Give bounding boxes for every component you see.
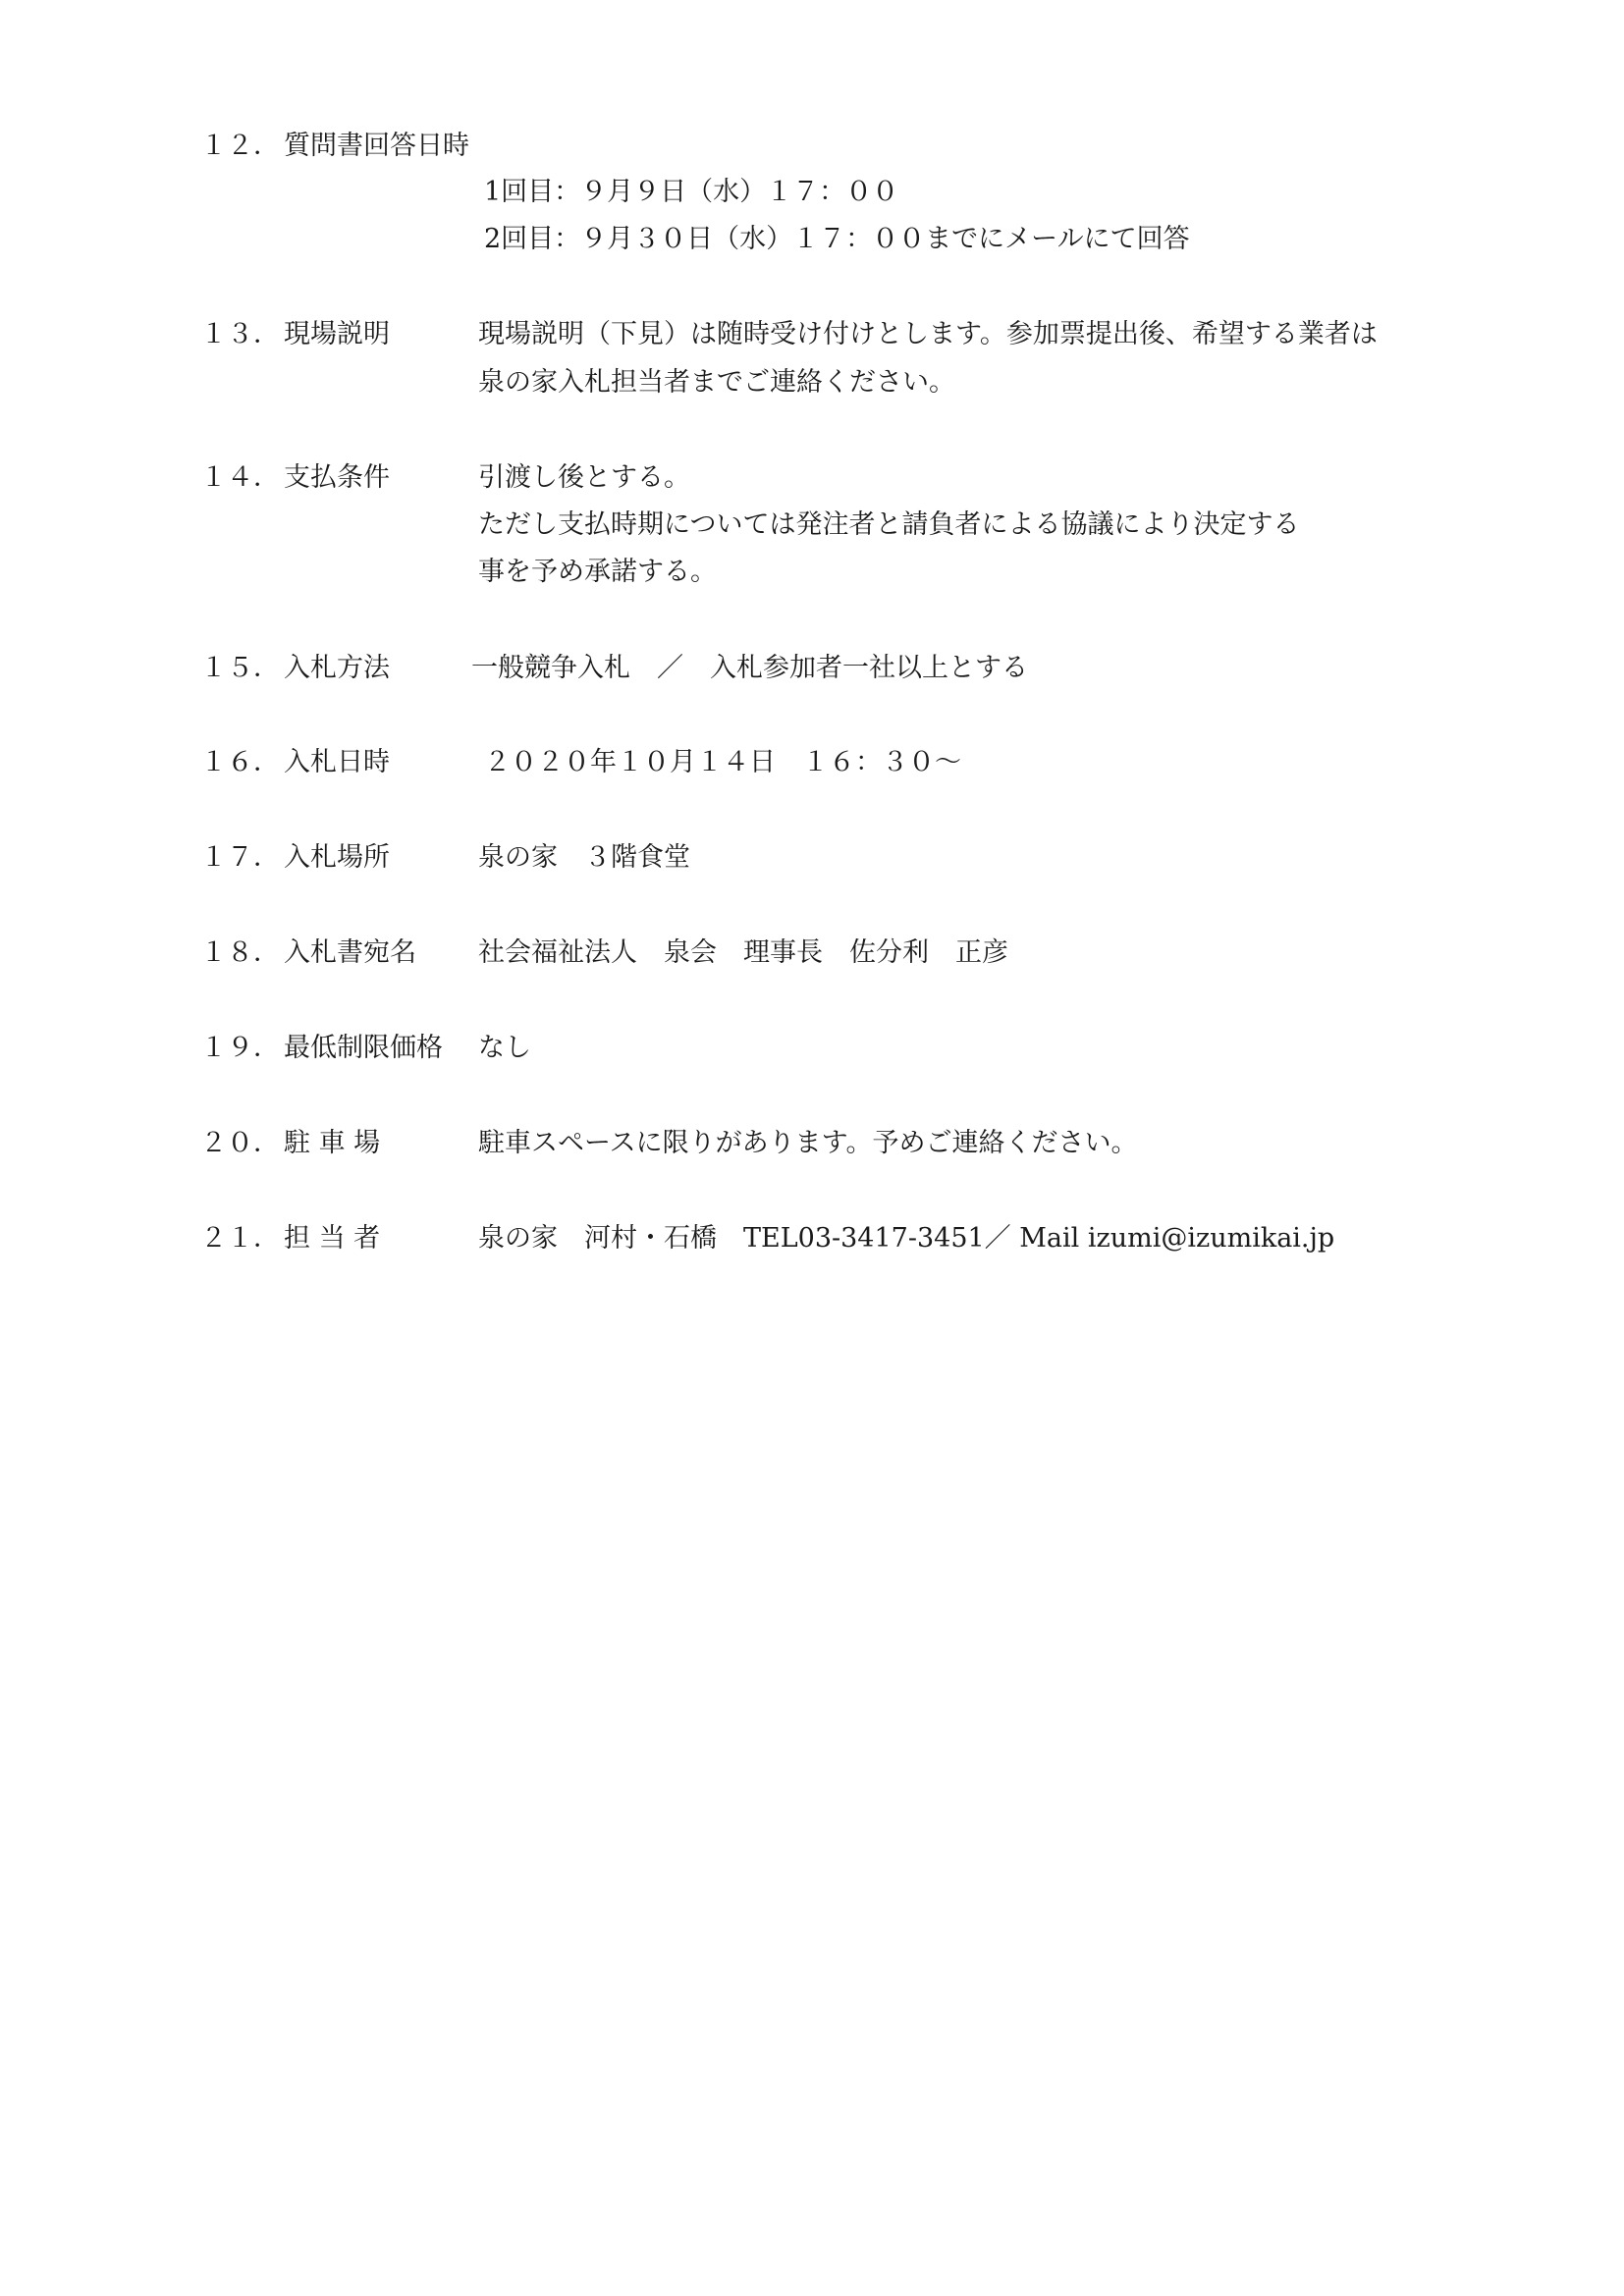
item-number: ２１． [200, 1223, 280, 1254]
item-label: 現場説明 [284, 319, 390, 349]
item-number: １３． [200, 319, 280, 349]
item-number: １５． [200, 653, 280, 683]
item-number: ２０． [200, 1128, 280, 1158]
item-value: 社会福祉法人 泉会 理事長 佐分利 正彦 [478, 937, 1008, 968]
item-value: 引渡し後とする。 [478, 462, 690, 493]
item-label: 担 当 者 [284, 1223, 381, 1254]
item-number: １４． [200, 462, 280, 493]
item-label: 入札書宛名 [284, 937, 416, 968]
item-value: ２０２０年１０月１４日 １６：３０～ [484, 747, 961, 777]
item-value: なし [478, 1033, 531, 1063]
item-value: 1回目：９月９日（水）１７：００ [484, 177, 899, 207]
item-number: １９． [200, 1033, 280, 1063]
item-number: １２． [200, 131, 280, 161]
item-label: 入札場所 [284, 842, 390, 873]
item-label: 駐 車 場 [284, 1128, 381, 1158]
item-value: 泉の家 ３階食堂 [478, 842, 690, 873]
item-value: 事を予め承諾する。 [478, 557, 717, 587]
item-value: ただし支払時期については発注者と請負者による協議により決定する [478, 509, 1300, 540]
item-value: 一般競争入札 ／ 入札参加者一社以上とする [471, 653, 1028, 683]
item-label: 最低制限価格 [284, 1033, 443, 1063]
item-value: 駐車スペースに限りがあります。予めご連絡ください。 [478, 1128, 1138, 1158]
item-value: 泉の家入札担当者までご連絡ください。 [478, 367, 955, 398]
item-label: 質問書回答日時 [284, 131, 469, 161]
contact-value: 泉の家 河村・石橋 TEL03-3417-3451／ Mail izumi@izumikai.jp [478, 1223, 1335, 1254]
item-number: １８． [200, 937, 280, 968]
item-label: 入札方法 [284, 653, 390, 683]
item-number: １６． [200, 747, 280, 777]
item-value: 現場説明（下見）は随時受け付けとします。参加票提出後、希望する業者は [478, 319, 1378, 349]
item-number: １７． [200, 842, 280, 873]
item-value: 2回目：９月３０日（水）１７：００までにメールにて回答 [484, 224, 1190, 254]
item-label: 入札日時 [284, 747, 390, 777]
item-label: 支払条件 [284, 462, 390, 493]
